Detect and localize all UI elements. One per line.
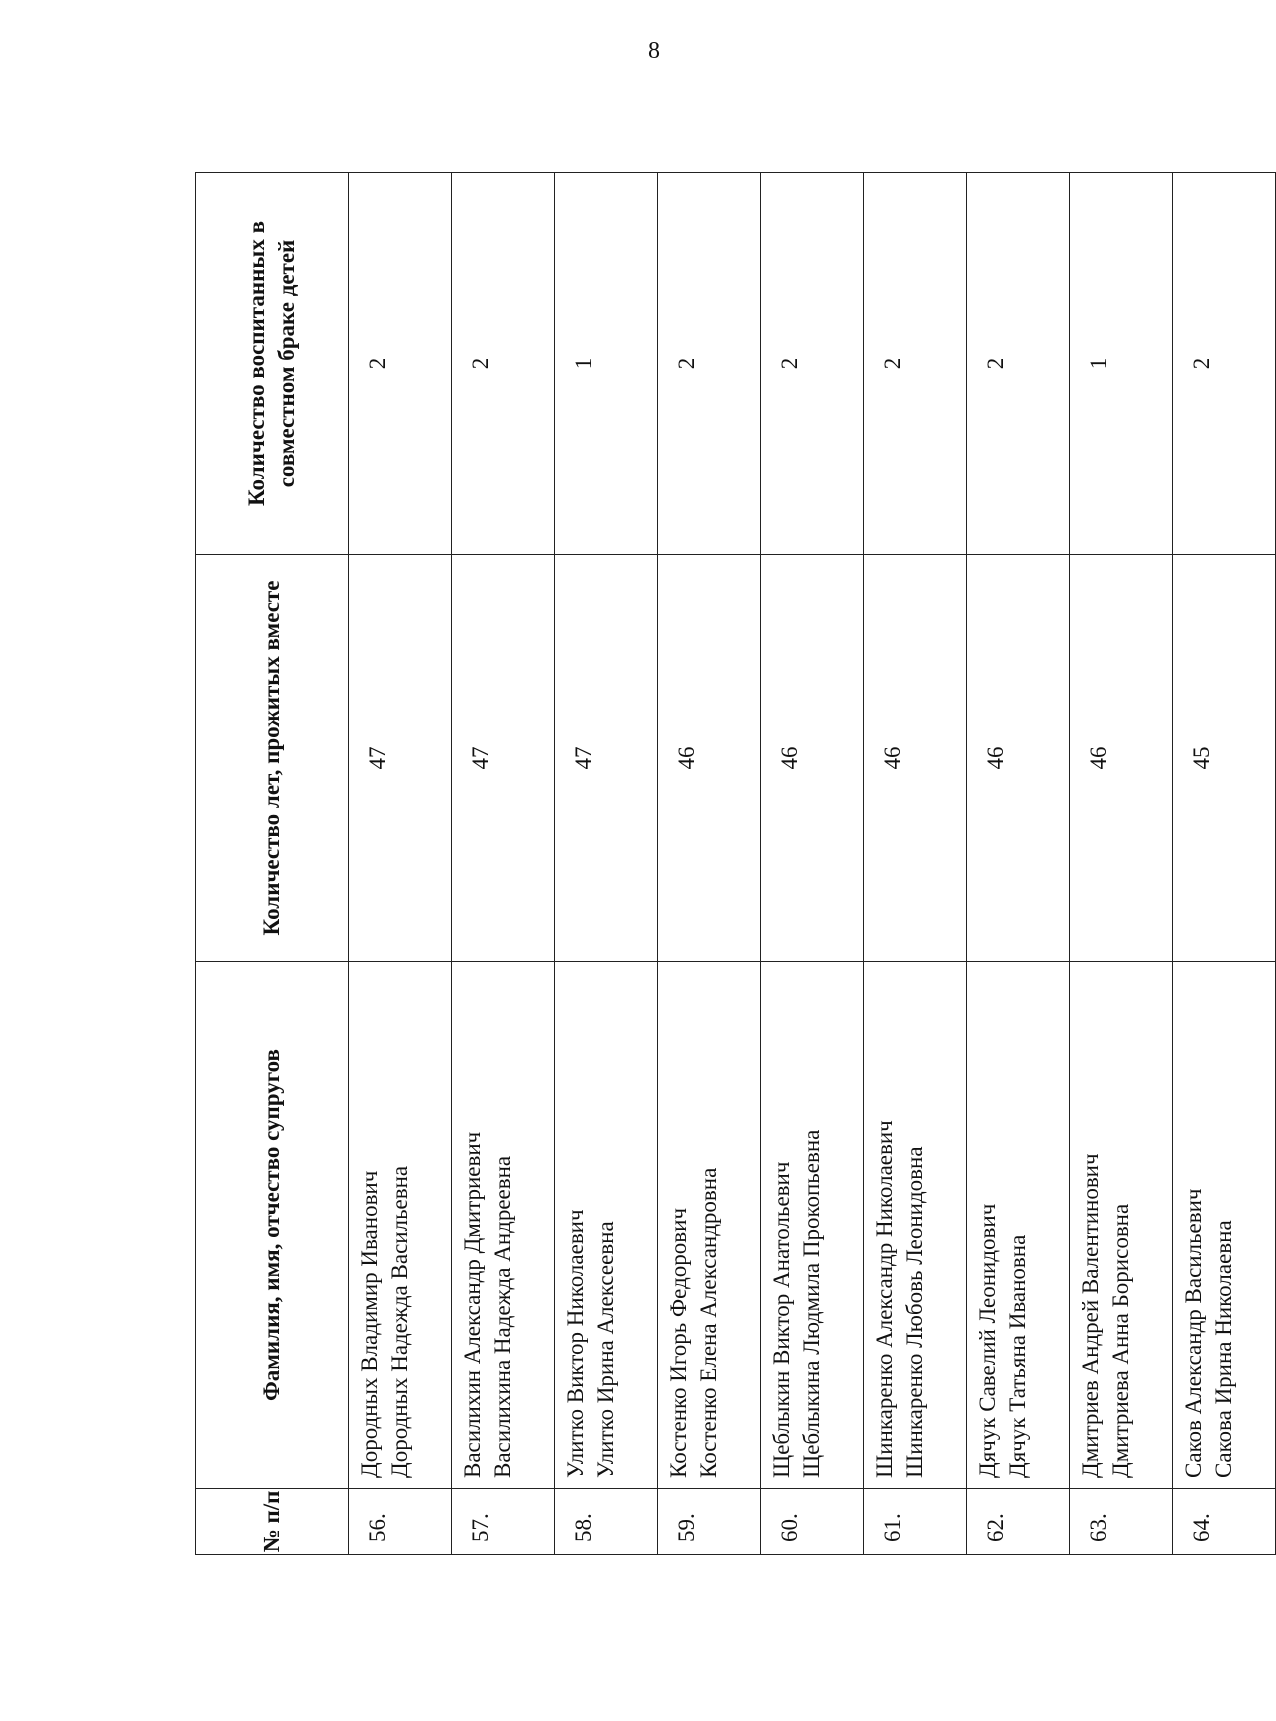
header-kids: Количество воспитанных в совместном браке детей — [196, 173, 349, 555]
spouse-names — [1070, 962, 1173, 1489]
row-number: 56. — [349, 1489, 452, 1555]
table-row — [349, 173, 452, 1555]
spouse-names — [1173, 962, 1276, 1489]
wife-name: Шинкаренко Любовь Леонидовна — [901, 1146, 927, 1478]
husband-name: Василихин Александр Дмитриевич — [460, 1131, 485, 1478]
children-count: 1 — [1070, 173, 1173, 555]
spouse-names — [864, 962, 967, 1489]
husband-name: Костенко Игорь Федорович — [666, 1207, 691, 1478]
wife-name: Дородных Надежда Васильевна — [386, 1165, 412, 1478]
children-count: 2 — [761, 173, 864, 555]
table-row — [1173, 173, 1276, 1555]
years-together: 46 — [1070, 555, 1173, 962]
spouse-names — [658, 962, 761, 1489]
header-years: Количество лет, прожитых вместе — [196, 555, 349, 962]
children-count: 2 — [864, 173, 967, 555]
spouse-names — [967, 962, 1070, 1489]
husband-name: Дмитриев Андрей Валентинович — [1078, 1153, 1103, 1478]
row-number: 61. — [864, 1489, 967, 1555]
table-header-row — [196, 173, 349, 1555]
husband-name: Саков Александр Васильевич — [1181, 1188, 1206, 1478]
husband-name: Шинкаренко Александр Николаевич — [872, 1120, 897, 1478]
table-row — [864, 173, 967, 1555]
years-together: 46 — [967, 555, 1070, 962]
years-together: 46 — [864, 555, 967, 962]
spouse-names — [349, 962, 452, 1489]
spouse-names — [761, 962, 864, 1489]
wife-name: Щеблыкина Людмила Прокопьевна — [798, 1129, 824, 1478]
table-row — [761, 173, 864, 1555]
children-count: 2 — [452, 173, 555, 555]
row-number: 64. — [1173, 1489, 1276, 1555]
years-together: 46 — [658, 555, 761, 962]
row-number: 57. — [452, 1489, 555, 1555]
row-number: 63. — [1070, 1489, 1173, 1555]
wife-name: Сакова Ирина Николаевна — [1210, 1220, 1236, 1478]
years-together: 46 — [761, 555, 864, 962]
children-count: 2 — [967, 173, 1070, 555]
spouses-table — [195, 172, 1276, 1555]
row-number: 62. — [967, 1489, 1070, 1555]
table-row — [1070, 173, 1173, 1555]
husband-name: Дячук Савелий Леонидович — [975, 1203, 1000, 1478]
spouse-names — [555, 962, 658, 1489]
table-row — [452, 173, 555, 1555]
table-row — [967, 173, 1070, 1555]
spouses-table-container — [195, 173, 1236, 1555]
row-number: 58. — [555, 1489, 658, 1555]
children-count: 2 — [658, 173, 761, 555]
children-count: 2 — [349, 173, 452, 555]
header-num: № п/п — [196, 1489, 349, 1555]
row-number: 60. — [761, 1489, 864, 1555]
wife-name: Василихина Надежда Андреевна — [489, 1155, 515, 1478]
header-names: Фамилия, имя, отчество супругов — [196, 962, 349, 1489]
years-together: 47 — [349, 555, 452, 962]
table-row — [555, 173, 658, 1555]
table-row — [658, 173, 761, 1555]
years-together: 47 — [452, 555, 555, 962]
children-count: 2 — [1173, 173, 1276, 555]
wife-name: Дячук Татьяна Ивановна — [1004, 1234, 1030, 1478]
years-together: 47 — [555, 555, 658, 962]
spouse-names — [452, 962, 555, 1489]
husband-name: Улитко Виктор Николаевич — [563, 1209, 588, 1478]
years-together: 45 — [1173, 555, 1276, 962]
page-number: 8 — [648, 38, 660, 64]
wife-name: Дмитриева Анна Борисовна — [1107, 1203, 1133, 1478]
husband-name: Дородных Владимир Иванович — [357, 1170, 382, 1478]
wife-name: Улитко Ирина Алексеевна — [592, 1221, 618, 1478]
husband-name: Щеблыкин Виктор Анатольевич — [769, 1161, 794, 1478]
wife-name: Костенко Елена Александровна — [695, 1167, 721, 1478]
children-count: 1 — [555, 173, 658, 555]
row-number: 59. — [658, 1489, 761, 1555]
